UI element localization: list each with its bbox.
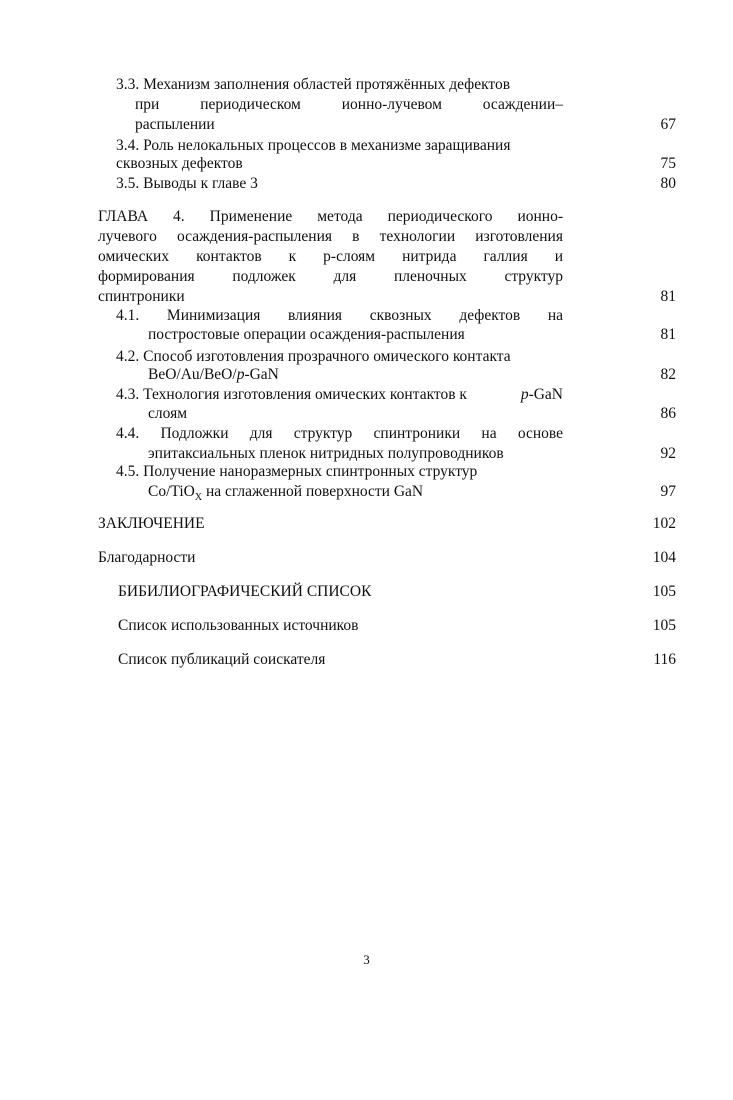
toc-entry-4-1-line1: 4.1. Минимизация влияния сквозных дефектов на: [116, 307, 563, 324]
toc-page-3-3: 67: [660, 116, 676, 133]
toc-entry-4-5-line2: Co/TiO$_X$ на сглаженной поверхности GaN: [148, 483, 424, 504]
toc-entry-4-3-line2: слоям: [148, 405, 188, 422]
toc-page-conclusion: 102: [652, 515, 676, 532]
toc-bibliography: БИБИЛИОГРАФИЧЕСКИЙ СПИСОК: [118, 583, 372, 600]
toc-entry-3-3-line2: при периодическом ионно-лучевом осаждении–: [135, 96, 563, 113]
toc-page-3-4: 75: [660, 155, 676, 172]
toc-sources: Список использованных источников: [118, 617, 359, 634]
toc-page-chapter-4: 81: [660, 288, 676, 305]
toc-entry-4-4-line2: эпитаксиальных пленок нитридных полупроводников: [148, 445, 504, 462]
toc-conclusion: ЗАКЛЮЧЕНИЕ: [98, 515, 205, 532]
toc-page-acknowledgements: 104: [652, 549, 676, 566]
toc-page-4-1: 81: [660, 326, 676, 343]
toc-acknowledgements: Благодарности: [98, 549, 196, 566]
toc-entry-3-5: 3.5. Выводы к главе 3: [116, 175, 258, 192]
toc-chapter-4-line4: формирования подложек для пленочных структур: [98, 268, 563, 285]
toc-chapter-4-line5: спинтроники: [98, 288, 185, 305]
toc-page-4-3: 86: [660, 405, 676, 422]
toc-entry-3-4-line2: сквозных дефектов: [116, 155, 243, 172]
toc-entry-3-3-line1: 3.3. Механизм заполнения областей протяжённых дефектов: [116, 76, 511, 93]
toc-entry-4-5-line1: 4.5. Получение наноразмерных спинтронных структур: [116, 463, 478, 480]
toc-page-4-4: 92: [660, 445, 676, 462]
toc-page-sources: 105: [652, 617, 676, 634]
toc-page-3-5: 80: [660, 175, 676, 192]
toc-entry-4-4-line1: 4.4. Подложки для структур спинтроники на основе: [116, 425, 563, 442]
toc-page-publications: 116: [653, 651, 676, 668]
toc-page-bibliography: 105: [652, 583, 676, 600]
toc-entry-4-2-line2: BeO/Au/BeO/p-GaN: [148, 366, 279, 383]
toc-entry-4-2-line1: 4.2. Способ изготовления прозрачного омического контакта: [116, 348, 511, 365]
toc-entry-3-3-line3: распылении: [135, 116, 215, 133]
toc-entry-4-3-line1: 4.3. Технология изготовления омических контактов к p-GaN: [116, 386, 563, 403]
toc-chapter-4-line1: ГЛАВА 4. Применение метода периодического ионно-: [98, 208, 563, 225]
toc-entry-4-1-line2: построcтовые операции осаждения-распыления: [148, 326, 465, 343]
toc-publications: Список публикаций соискателя: [118, 651, 326, 668]
toc-chapter-4-line3: омических контактов к р-слоям нитрида галлия и: [98, 248, 563, 265]
page-number: 3: [363, 952, 370, 967]
toc-page-4-5: 97: [660, 483, 676, 500]
toc-entry-3-4-line1: 3.4. Роль нелокальных процессов в механизме заращивания: [116, 137, 511, 154]
toc-chapter-4-line2: лучевого осаждения-распыления в технологии изготовления: [98, 228, 563, 245]
toc-page-4-2: 82: [660, 366, 676, 383]
